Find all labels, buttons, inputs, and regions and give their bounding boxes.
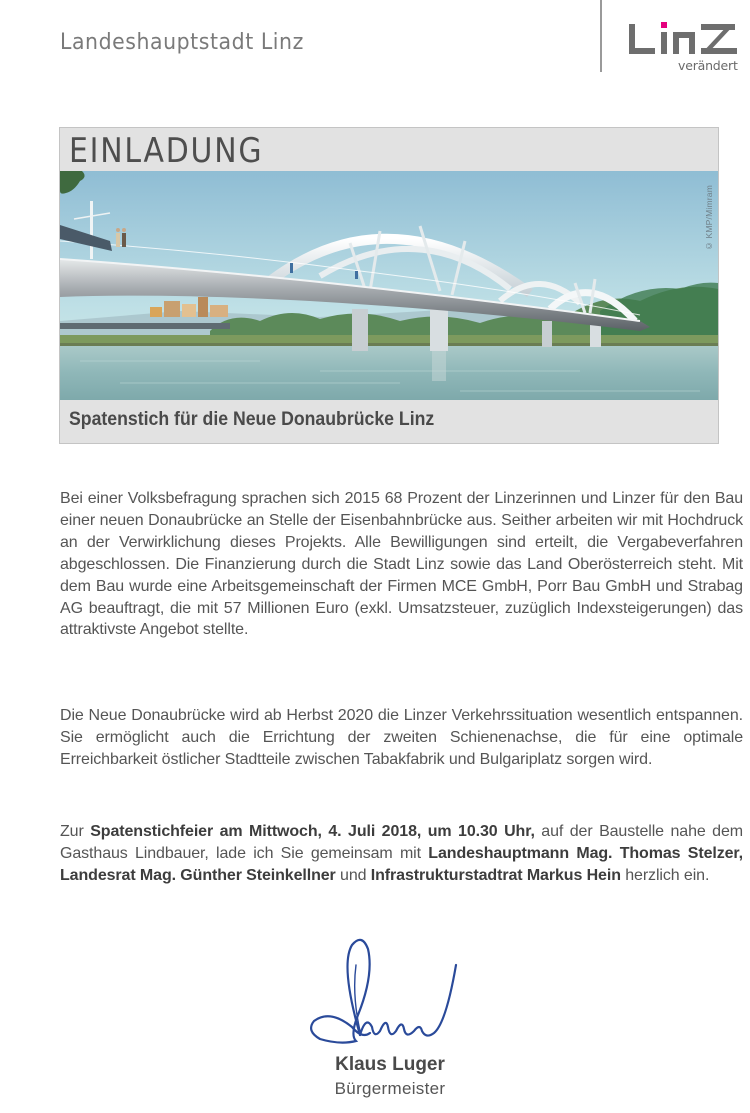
header-city-title: Landeshauptstadt Linz [60,30,304,55]
body-paragraph-1: Bei einer Volksbefragung sprachen sich 2015 68 Prozent der Linzerinnen und Linzer für den Bau einer neuen Donaubrücke an Stelle der Eisenbahnbrücke aus. Seither arbeiten wir mit Hochdruck an der Verwirklichung dieses Projekts. Alle Bewilligungen sind erteilt, die Vergabeverfahren abgeschlossen. Die Finanzierung durch die Stadt Linz sowie das Land Oberösterreich steht. Mit dem Bau wurde eine Arbeitsgemeinschaft der Firmen MCE GmbH, Porr Bau GmbH und Strabag AG beauftragt, die mit 57 Millionen Euro (exkl. Umsatzsteuer, zuzüglich Indexsteigerungen) das attraktivste Angebot stellte. [60,490,743,639]
guest-names: Landeshauptmann Mag. Thomas Stelzer, Landesrat Mag. Günther Steinkellner [60,844,743,884]
signer-name: Klaus Luger [335,1054,445,1075]
photo-credit: © KMP/Mimram [704,185,714,252]
guest-name-hein: Infrastrukturstadtrat Markus Hein [370,866,621,884]
header-divider [600,0,602,72]
logo-tagline: verändert [678,58,738,73]
signature [300,935,470,1055]
p3-text-4: herzlich ein. [620,866,710,884]
signature-icon [300,935,470,1055]
invitation-card [59,127,719,444]
event-date-time: Spatenstichfeier am Mittwoch, 4. Juli 2018, um 10.30 Uhr, [90,823,535,840]
linz-logo-icon [625,12,745,62]
body-paragraph-3 [60,821,743,887]
signer-title: Bürgermeister [334,1079,446,1098]
p3-text-3: und [335,866,371,884]
bridge-illustration-icon [60,171,718,400]
invitation-heading: EINLADUNG [69,131,264,171]
body-paragraph-2: Die Neue Donaubrücke wird ab Herbst 2020 die Linzer Verkehrssituation wesentlich entspannen. Sie ermöglicht auch die Errichtung der zweiten Schienenachse, die für eine optimale Erreichbarkeit östlicher Stadtteile zwischen Tabakfabrik und Bulgariplatz sorgen wird. [60,707,743,768]
p3-text-1: Zur [60,823,91,840]
bridge-photo [60,171,718,400]
p3-text-2: auf der Baustelle nahe dem Gasthaus Lindbauer, lade ich Sie gemeinsam mit [60,823,744,862]
invitation-subtitle: Spatenstich für die Neue Donaubrücke Linz [69,409,435,430]
